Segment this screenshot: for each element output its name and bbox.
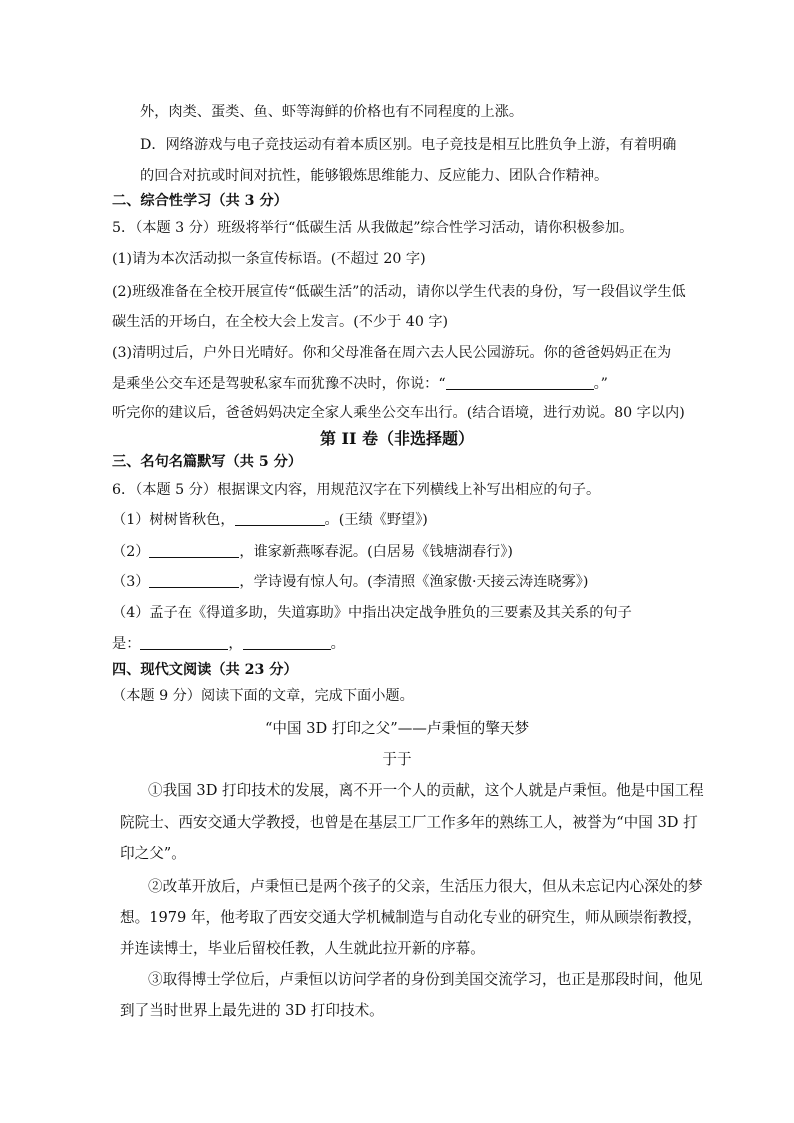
q4-line-continued: 外，肉类、蛋类、鱼、虾等海鲜的价格也有不同程度的上涨。 (140, 104, 524, 120)
article-author: 于于 (382, 751, 412, 768)
section3-heading: 三、名句名篇默写（共 5 分） (112, 454, 303, 470)
q5-part3-close-quote: 。” (593, 376, 608, 392)
q5-part3-line1: (3)清明过后，户外日光晴好。你和父母准备在周六去人民公园游玩。你的爸爸妈妈正在为 (112, 345, 672, 361)
article-title: “中国 3D 打印之父”——卢秉恒的擎天梦 (264, 720, 530, 737)
q4-option-d-line1: D．网络游戏与电子竞技运动有着本质区别。电子竞技是相互比胜负争上游，有着明确 (140, 137, 677, 153)
q6-intro: 6．（本题 5 分）根据课文内容，用规范汉字在下列横线上补写出相应的句子。 (112, 482, 601, 498)
q5-answer-blank[interactable] (446, 375, 594, 390)
article-para1-line1: ①我国 3D 打印技术的发展，离不开一个人的贡献，这个人就是卢秉恒。他是中国工程 (148, 782, 704, 799)
article-para2-line3: 并连读博士，毕业后留校任教，人生就此拉开新的序幕。 (120, 940, 485, 957)
article-para2-line1: ②改革开放后，卢秉恒已是两个孩子的父亲，生活压力很大，但从未忘记内心深处的梦 (148, 878, 703, 895)
q5-part2-line1: (2)班级准备在全校开展宣传“低碳生活”的活动，请你以学生代表的身份，写一段倡议学生低 (112, 284, 686, 300)
q6-item3-blank[interactable] (149, 573, 239, 588)
q6-item3-prefix: （3） (112, 574, 150, 590)
article-para1-line3: 印之父”。 (120, 845, 186, 862)
q6-item4-blank2[interactable] (243, 635, 331, 650)
q6-item1-suffix: 。(王绩《野望》) (324, 512, 428, 528)
q6-item1-prefix: （1）树树皆秋色， (112, 512, 235, 528)
q5-part3-line3: 听完你的建议后，爸爸妈妈决定全家人乘坐公交车出行。(结合语境，进行劝说。80 字以内) (112, 405, 685, 421)
q5-part2-line2: 碳生活的开场白，在全校大会上发言。(不少于 40 字) (112, 314, 449, 330)
q6-item2-prefix: （2） (112, 544, 150, 560)
q5-part3-prompt: 是乘坐公交车还是驾驶私家车而犹豫不决时，你说：“ (112, 376, 446, 392)
q6-item1 (112, 510, 428, 530)
section4-heading: 四、现代文阅读（共 23 分） (112, 662, 298, 678)
q6-item2 (112, 542, 513, 562)
q6-item4-answer (112, 634, 345, 654)
q6-item4: （4）孟子在《得道多助，失道寡助》中指出决定战争胜负的三要素及其关系的句子 (112, 605, 632, 621)
q6-item4-comma: ， (228, 636, 243, 652)
article-para2-line2: 想。1979 年，他考取了西安交通大学机械制造与自动化专业的研究生，师从顾崇衔教授， (120, 909, 702, 926)
section4-intro: （本题 9 分）阅读下面的文章，完成下面小题。 (112, 688, 414, 704)
q6-item3 (112, 572, 588, 592)
volume2-title: 第 II 卷（非选择题） (319, 429, 475, 448)
article-para1-line2: 院院士、西安交通大学教授，也曾是在基层工厂工作多年的熟练工人，被誉为“中国 3D 打 (120, 814, 698, 831)
q6-item1-blank[interactable] (235, 511, 325, 526)
section2-heading: 二、综合性学习（共 3 分） (112, 193, 288, 209)
q4-option-d-line2: 的回合对抗或时间对抗性，能够锻炼思维能力、反应能力、团队合作精神。 (140, 168, 609, 184)
q6-item4-prefix: 是： (112, 636, 141, 652)
q6-item2-suffix: ，谁家新燕啄春泥。(白居易《钱塘湖春行》) (239, 544, 513, 560)
q5-part1: (1)请为本次活动拟一条宣传标语。(不超过 20 字) (112, 251, 426, 267)
article-para3-line2: 到了当时世界上最先进的 3D 打印技术。 (120, 1002, 384, 1019)
q6-item4-suffix: 。 (330, 636, 345, 652)
article-para3-line1: ③取得博士学位后，卢秉恒以访问学者的身份到美国交流学习，也正是那段时间，他见 (148, 971, 703, 988)
q6-item2-blank[interactable] (149, 543, 239, 558)
q6-item4-blank1[interactable] (140, 635, 228, 650)
q6-item3-suffix: ，学诗谩有惊人句。(李清照《渔家傲·天接云涛连晓雾》) (239, 574, 589, 590)
q5-part3-line2 (112, 374, 608, 394)
q5-intro: 5．（本题 3 分）班级将举行“低碳生活 从我做起”综合性学习活动，请你积极参加。 (112, 220, 634, 236)
